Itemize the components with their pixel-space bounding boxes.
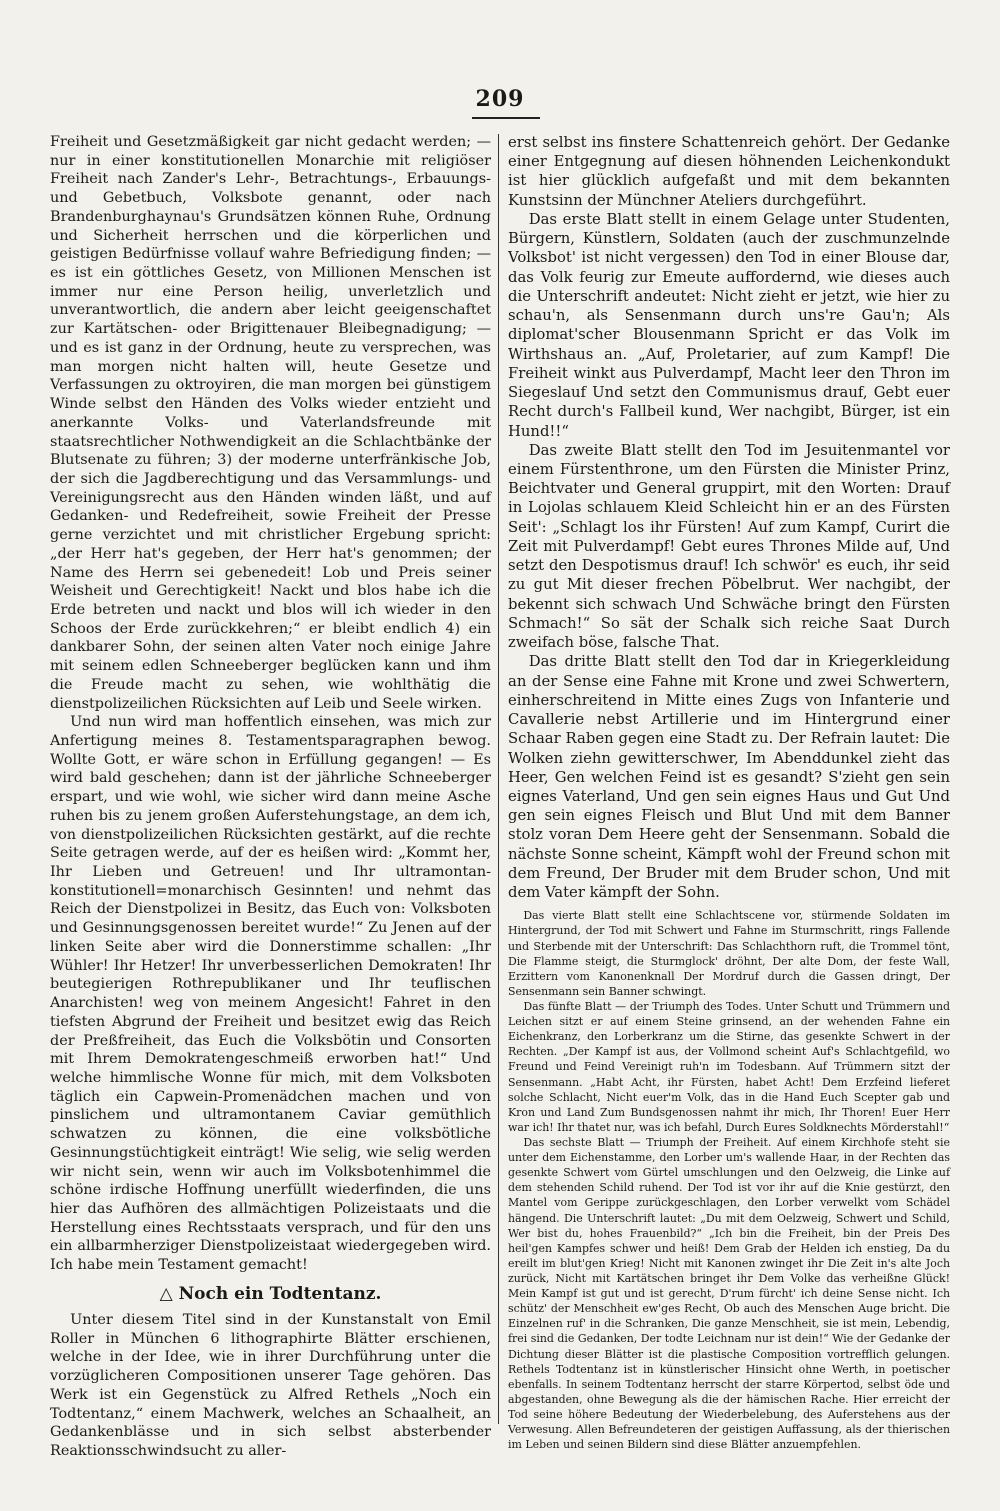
left-paragraph-3: Unter diesem Titel sind in der Kunstanstalt von Emil Roller in München 6 lithographirte Blätter erschienen, welche in der Idee, wie in ihrer Durchführung unter die vorzüglicheren Compositionen unserer Tage gehören. Das Werk ist ein Gegenstück zu Alfred Rethels „Noch ein Todtentanz,“ einem Machwerk, welches an Schaalheit, an Gedankenblässe und in sich selbst absterbender Reaktionsschwindsucht zu aller- bbox=[50, 1311, 491, 1459]
right-paragraph-1: erst selbst ins finstere Schattenreich gehört. Der Gedanke einer Entgegnung auf diesen höhnenden Leichenkondukt ist hier glücklich aufgefaßt und mit dem bekannten Kunstsinn der Münchner Ateliers durchgeführt. bbox=[508, 134, 950, 209]
left-paragraph-1: Freiheit und Gesetzmäßigkeit gar nicht gedacht werden; — nur in einer konstitutionellen Monarchie mit religiöser Freiheit nach Zander's Lehr-, Betrachtungs-, Erbauungs- und Gebetbuch, Volksbote genannt, oder nach Brandenburghaynau's Grundsätzen können Ruhe, Ordnung und Sicherheit herrschen und die körperlichen und geistigen Bedürfnisse vollauf wahre Befriedigung finden; — es ist ein göttliches Gesetz, von Millionen Menschen ist immer nur eine Person heilig, unverletzlich und unverantwortlich, die andern aber leicht geeigenschaftet zur Kartätschen- oder Brigittenauer Bleibegnadigung; — und es ist ganz in der Ordnung, heute zu versprechen, was man morgen nicht halten will, heute Gesetze und Verfassungen zu oktroyiren, die man morgen bei günstigem Winde selbst den Händen des Volks wieder entzieht und anerkannte Volks- und Vaterlandsfreunde mit staatsrechtlicher Nothwendigkeit an die Schlachtbänke der Blutsenate zu führen; 3) der moderne unterfränkische Job, der sich die Jagdberechtigung und das Versammlungs- und Vereinigungsrecht aus den Händen winden läßt, und auf Gedanken- und Redefreiheit, sowie Freiheit der Presse gerne verzichtet und mit christlicher Ergebung spricht: „der Herr hat's gegeben, der Herr hat's genommen; der Name des Herrn sei gebenedeit! Lob und Preis seiner Weisheit und Gerechtigkeit! Nackt und blos habe ich die Erde betreten und nackt und blos will ich wieder in den Schoos der Erde zurückkehren;“ er bleibt endlich 4) ein dankbarer Sohn, der seinen alten Vater noch einige Jahre mit seinem edlen Schneeberger beglücken kann und ihm die Freude macht zu sehen, wie wohlthätig die dienstpolizeilichen Rücksichten auf Leib und Seele wirken. bbox=[50, 134, 491, 712]
article-heading: △ Noch ein Todtentanz. bbox=[159, 1283, 382, 1304]
right-small-paragraph-2: Das fünfte Blatt — der Triumph des Todes. Unter Schutt und Trümmern und Leichen sitzt er auf einem Steine grinsend, an der wehenden Fahne ein Eichenkranz, den Lorberkranz um die Stirne, das gesenkte Schwert in der Rechten. „Der Kampf ist aus, der Vollmond scheint Auf's Schlachtgefild, wo Freund und Feind Vereinigt ruh'n im Todesbann. Auf Trümmern sitzt der Sensenmann. „Habt Acht, ihr Fürsten, habet Acht! Dem Erzfeind lieferet solche Schlacht, Nicht euer'm Volk, das in die Hand Euch Scepter gab und Kron und Land Zum Bundsgenossen nahmt ihr mich, Ihr Thoren! Euer Herr war ich! Ihr thatet nur, was ich befahl, Durch Eures Soldknechts Mörderstahl!“ bbox=[508, 1000, 950, 1134]
right-small-paragraph-1: Das vierte Blatt stellt eine Schlachtscene vor, stürmende Soldaten im Hintergrund, der Tod mit Schwert und Fahne im Sturmschritt, rings Fallende und Sterbende mit der Unterschrift: Das Schlachthorn ruft, die Trommel tönt, Die Flamme steigt, die Sturmglock' dröhnt, Der alte Dom, der feste Wall, Erzittern vom Kanonenknall Der Mordruf durch die Gassen dringt, Der Sensenmann sein Banner schwingt. bbox=[508, 909, 950, 998]
right-paragraph-4: Das dritte Blatt stellt den Tod dar in Kriegerkleidung an der Sense eine Fahne mit Krone und zwei Schwertern, einherschreitend in Mitte eines Zugs von Infanterie und Cavallerie nebst Artillerie und im Hintergrund einer Schaar Raben gegen eine Stadt zu. Der Refrain lautet: Die Wolken ziehn gewitterschwer, Im Abenddunkel zieht das Heer, Gen welchen Feind ist es gesandt? S'zieht gen sein eignes Vaterland, Und gen sein eignes Haus und Gut Und gen sein eignes Fleisch und Blut Und mit dem Banner stolz voran Dem Heere geht der Sensenmann. Sobald die nächste Sonne scheint, Kämpft wohl der Freund schon mit dem Freund, Der Bruder mit dem Bruder schon, Und mit dem Vater kämpft der Sohn. bbox=[508, 653, 950, 902]
right-small-paragraph-3: Das sechste Blatt — Triumph der Freiheit. Auf einem Kirchhofe steht sie unter dem Eichenstamme, den Lorber um's wallende Haar, in der Rechten das gesenkte Schwert vom Gürtel umschlungen und den Oelzweig, die Linke auf dem stehenden Schild ruhend. Der Tod ist vor ihr auf die Knie gestürzt, den Mantel vom Gerippe zurückgeschlagen, den Lorber verwelkt vom Schädel hängend. Die Unterschrift lautet: „Du mit dem Oelzweig, Schwert und Schild, Wer bist du, hohes Frauenbild?“ „Ich bin die Freiheit, bin der Preis Des heil'gen Kampfes schwer und heiß! Dem Grab der Helden ich enstieg, Da du ereilt im blut'gen Krieg! Nicht mit Kanonen zwinget ihr Die Zeit in's alte Joch zurück, Nicht mit Kartätschen bringet ihr Dem Volke das verheißne Glück! Mein Kampf ist gut und ist gerecht, D'rum fürcht' ich deine Sense nicht. Ich schütz' der Menschheit ew'ges Recht, Ob auch des Menschen Auge bricht. Die Einzelnen ruf' in die Schranken, Die ganze Menschheit, sie ist mein, Lebendig, frei sind die Gedanken, Der todte Leichnam nur ist dein!“ Wie der Gedanke der Dichtung dieser Blätter ist die plastische Composition vortrefflich gelungen. Rethels Todtentanz ist in künstlerischer Hinsicht ohne Werth, in poetischer ebenfalls. In seinem Todtentanz herrscht der starre Körpertod, selbst öde und abgestanden, ohne Bewegung als die der hämischen Rache. Hier erreicht der Tod seine höhere Bedeutung der Wiederbelebung, des Auferstehens aus der Verwesung. Allen Befreundeteren der geistigen Auffassung, als der thierischen im Leben und seinen Bildern sind diese Blätter anzuempfehlen. bbox=[508, 1136, 950, 1452]
left-column bbox=[50, 133, 491, 1461]
page-number: 209 bbox=[475, 86, 525, 112]
left-paragraph-2: Und nun wird man hoffentlich einsehen, was mich zur Anfertigung meines 8. Testamentsparagraphen bewog. Wollte Gott, er wäre schon in Erfüllung gegangen! — Es wird bald geschehen; dann ist der jährliche Schneeberger erspart, und wie wohl, wie sicher wird dann meine Asche ruhen bis zu jenem großen Auferstehungstage, an dem ich, von dienstpolizeilichen Rücksichten gestärkt, auf die rechte Seite getragen werde, auf der es heißen wird: „Kommt her, Ihr Lieben und Getreuen! und Ihr ultramontan-konstitutionell=monarchisch Gesinnten! und nehmt das Reich der Dienstpolizei in Besitz, das Euch von: Volksboten und Gesinnungsgenossen bereitet wurde!“ Zu Jenen auf der linken Seite aber wird die Donnerstimme schallen: „Ihr Wühler! Ihr Hetzer! Ihr unverbesserlichen Demokraten! Ihr beutegierigen Rothrepublikaner und Ihr teuflischen Anarchisten! weg von meinem Angesicht! Fahret in den tiefsten Abgrund der Freiheit und besitzet ewig das Reich der Preßfreiheit, das Euch die Volksbötin und Consorten mit Ihrem Demokratengeschmeiß erworben hat!“ Und welche himmlische Wonne für mich, mit dem Volksboten täglich ein Capwein-Promenädchen machen und von pinslichem und ultramontanem Caviar gemüthlich schwatzen zu können, die eine volksbötliche Gesinnungstüchtigkeit einträgt! Wie selig, wie selig werden wir nicht sein, wenn wir auch im Volksbotenhimmel die schöne irdische Hoffnung unerfüllt wiederfinden, die uns hier das Aufhören des allmächtigen Polizeistaats und die Herstellung eines Rechtsstaats versprach, und für den uns ein allbarmherziger Dienstpolizeistaat wiedergegeben wird. Ich habe mein Testament gemacht! bbox=[50, 714, 491, 1274]
right-column bbox=[508, 133, 950, 1452]
right-paragraph-3: Das zweite Blatt stellt den Tod im Jesuitenmantel vor einem Fürstenthrone, um den Fürsten die Minister Prinz, Beichtvater und General gruppirt, mit den Worten: Drauf in Lojolas schlauem Kleid Schleicht hin er an des Fürsten Seit': „Schlagt los ihr Fürsten! Auf zum Kampf, Curirt die Zeit mit Pulverdampf! Gebt eures Thrones Milde auf, Und setzt den Despotismus drauf! Ich schwör' es euch, ihr seid zu gut Mit dieser frechen Pöbelbrut. Wer nachgibt, der bekennt sich schwach Und Schwäche bringt den Fürsten Schmach!“ So sät der Schalk sich reiche Saat Durch zweifach böse, falsche That. bbox=[508, 441, 950, 652]
right-paragraph-2: Das erste Blatt stellt in einem Gelage unter Studenten, Bürgern, Künstlern, Soldaten (auch der zuschmunzelnde Volksbot' ist nicht vergessen) den Tod in einer Blouse dar, das Volk feurig zur Emeute auffordernd, wie dieses auch die Unterschrift andeutet: Nicht zieht er jetzt, wie hier zu schau'n, als Sensenmann durch uns're Gau'n; Als diplomat'scher Blousenmann Spricht er das Volk im Wirthshaus an. „Auf, Proletarier, auf zum Kampf! Die Freiheit winkt aus Pulverdampf, Macht leer den Thron im Siegeslauf Und setzt den Communismus drauf, Gebt euer Recht durch's Fallbeil kund, Wer nachgibt, Bürger, ist ein Hund!!“ bbox=[508, 210, 950, 440]
column-divider bbox=[498, 134, 499, 1424]
header-rule bbox=[472, 117, 540, 119]
